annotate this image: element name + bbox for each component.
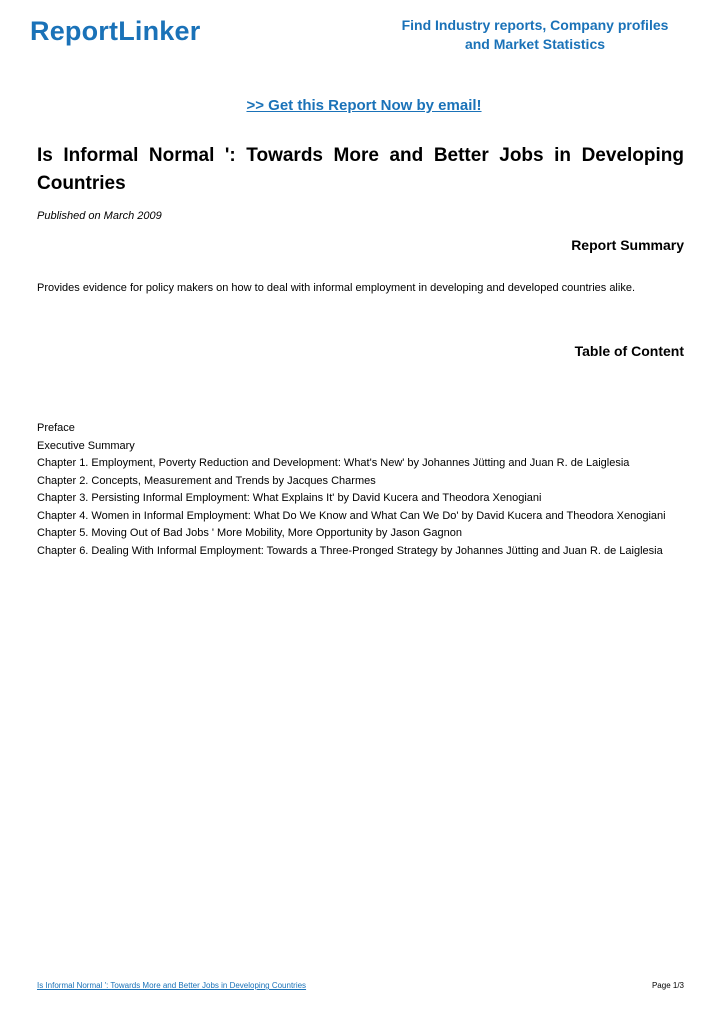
reportlinker-logo[interactable]: ReportLinker xyxy=(30,16,201,46)
report-title: Is Informal Normal ': Towards More and Better Jobs in Developing Countries xyxy=(37,145,684,194)
toc-item: Chapter 3. Persisting Informal Employment: What Explains It' by David Kucera and Theodora Xenogiani xyxy=(37,492,542,504)
toc-item: Preface xyxy=(37,422,75,434)
toc-item: Chapter 2. Concepts, Measurement and Trends by Jacques Charmes xyxy=(37,474,376,487)
report-summary-text: Provides evidence for policy makers on how to deal with informal employment in developing and developed countries alike. xyxy=(37,282,635,294)
page-number: Page 1/3 xyxy=(651,981,684,990)
toc-item: Chapter 5. Moving Out of Bad Jobs ' More Mobility, More Opportunity by Jason Gagnon xyxy=(37,527,462,539)
get-report-email-link[interactable]: >> Get this Report Now by email! xyxy=(246,97,482,114)
published-date: Published on March 2009 xyxy=(37,210,162,222)
header-tagline xyxy=(380,16,690,54)
toc-item: Chapter 6. Dealing With Informal Employment: Towards a Three-Pronged Strategy by Johannes Jütting and Juan R. de Laiglesia xyxy=(37,544,663,557)
tagline-line-1: Find Industry reports, Company profiles xyxy=(401,17,669,33)
report-summary-heading: Report Summary xyxy=(571,237,684,253)
table-of-content-list xyxy=(37,420,697,560)
get-report-cta xyxy=(0,97,728,115)
footer-report-link[interactable]: Is Informal Normal ': Towards More and Better Jobs in Developing Countries xyxy=(37,981,307,990)
table-of-content-heading: Table of Content xyxy=(574,343,684,359)
toc-item: Chapter 1. Employment, Poverty Reduction and Development: What's New' by Johannes Jütting and Juan R. de Laiglesia xyxy=(37,457,630,469)
toc-item: Executive Summary xyxy=(37,439,135,452)
tagline-line-2: and Market Statistics xyxy=(464,36,606,52)
toc-item: Chapter 4. Women in Informal Employment: What Do We Know and What Can We Do' by David Kucera and Theodora Xenogiani xyxy=(37,509,666,522)
